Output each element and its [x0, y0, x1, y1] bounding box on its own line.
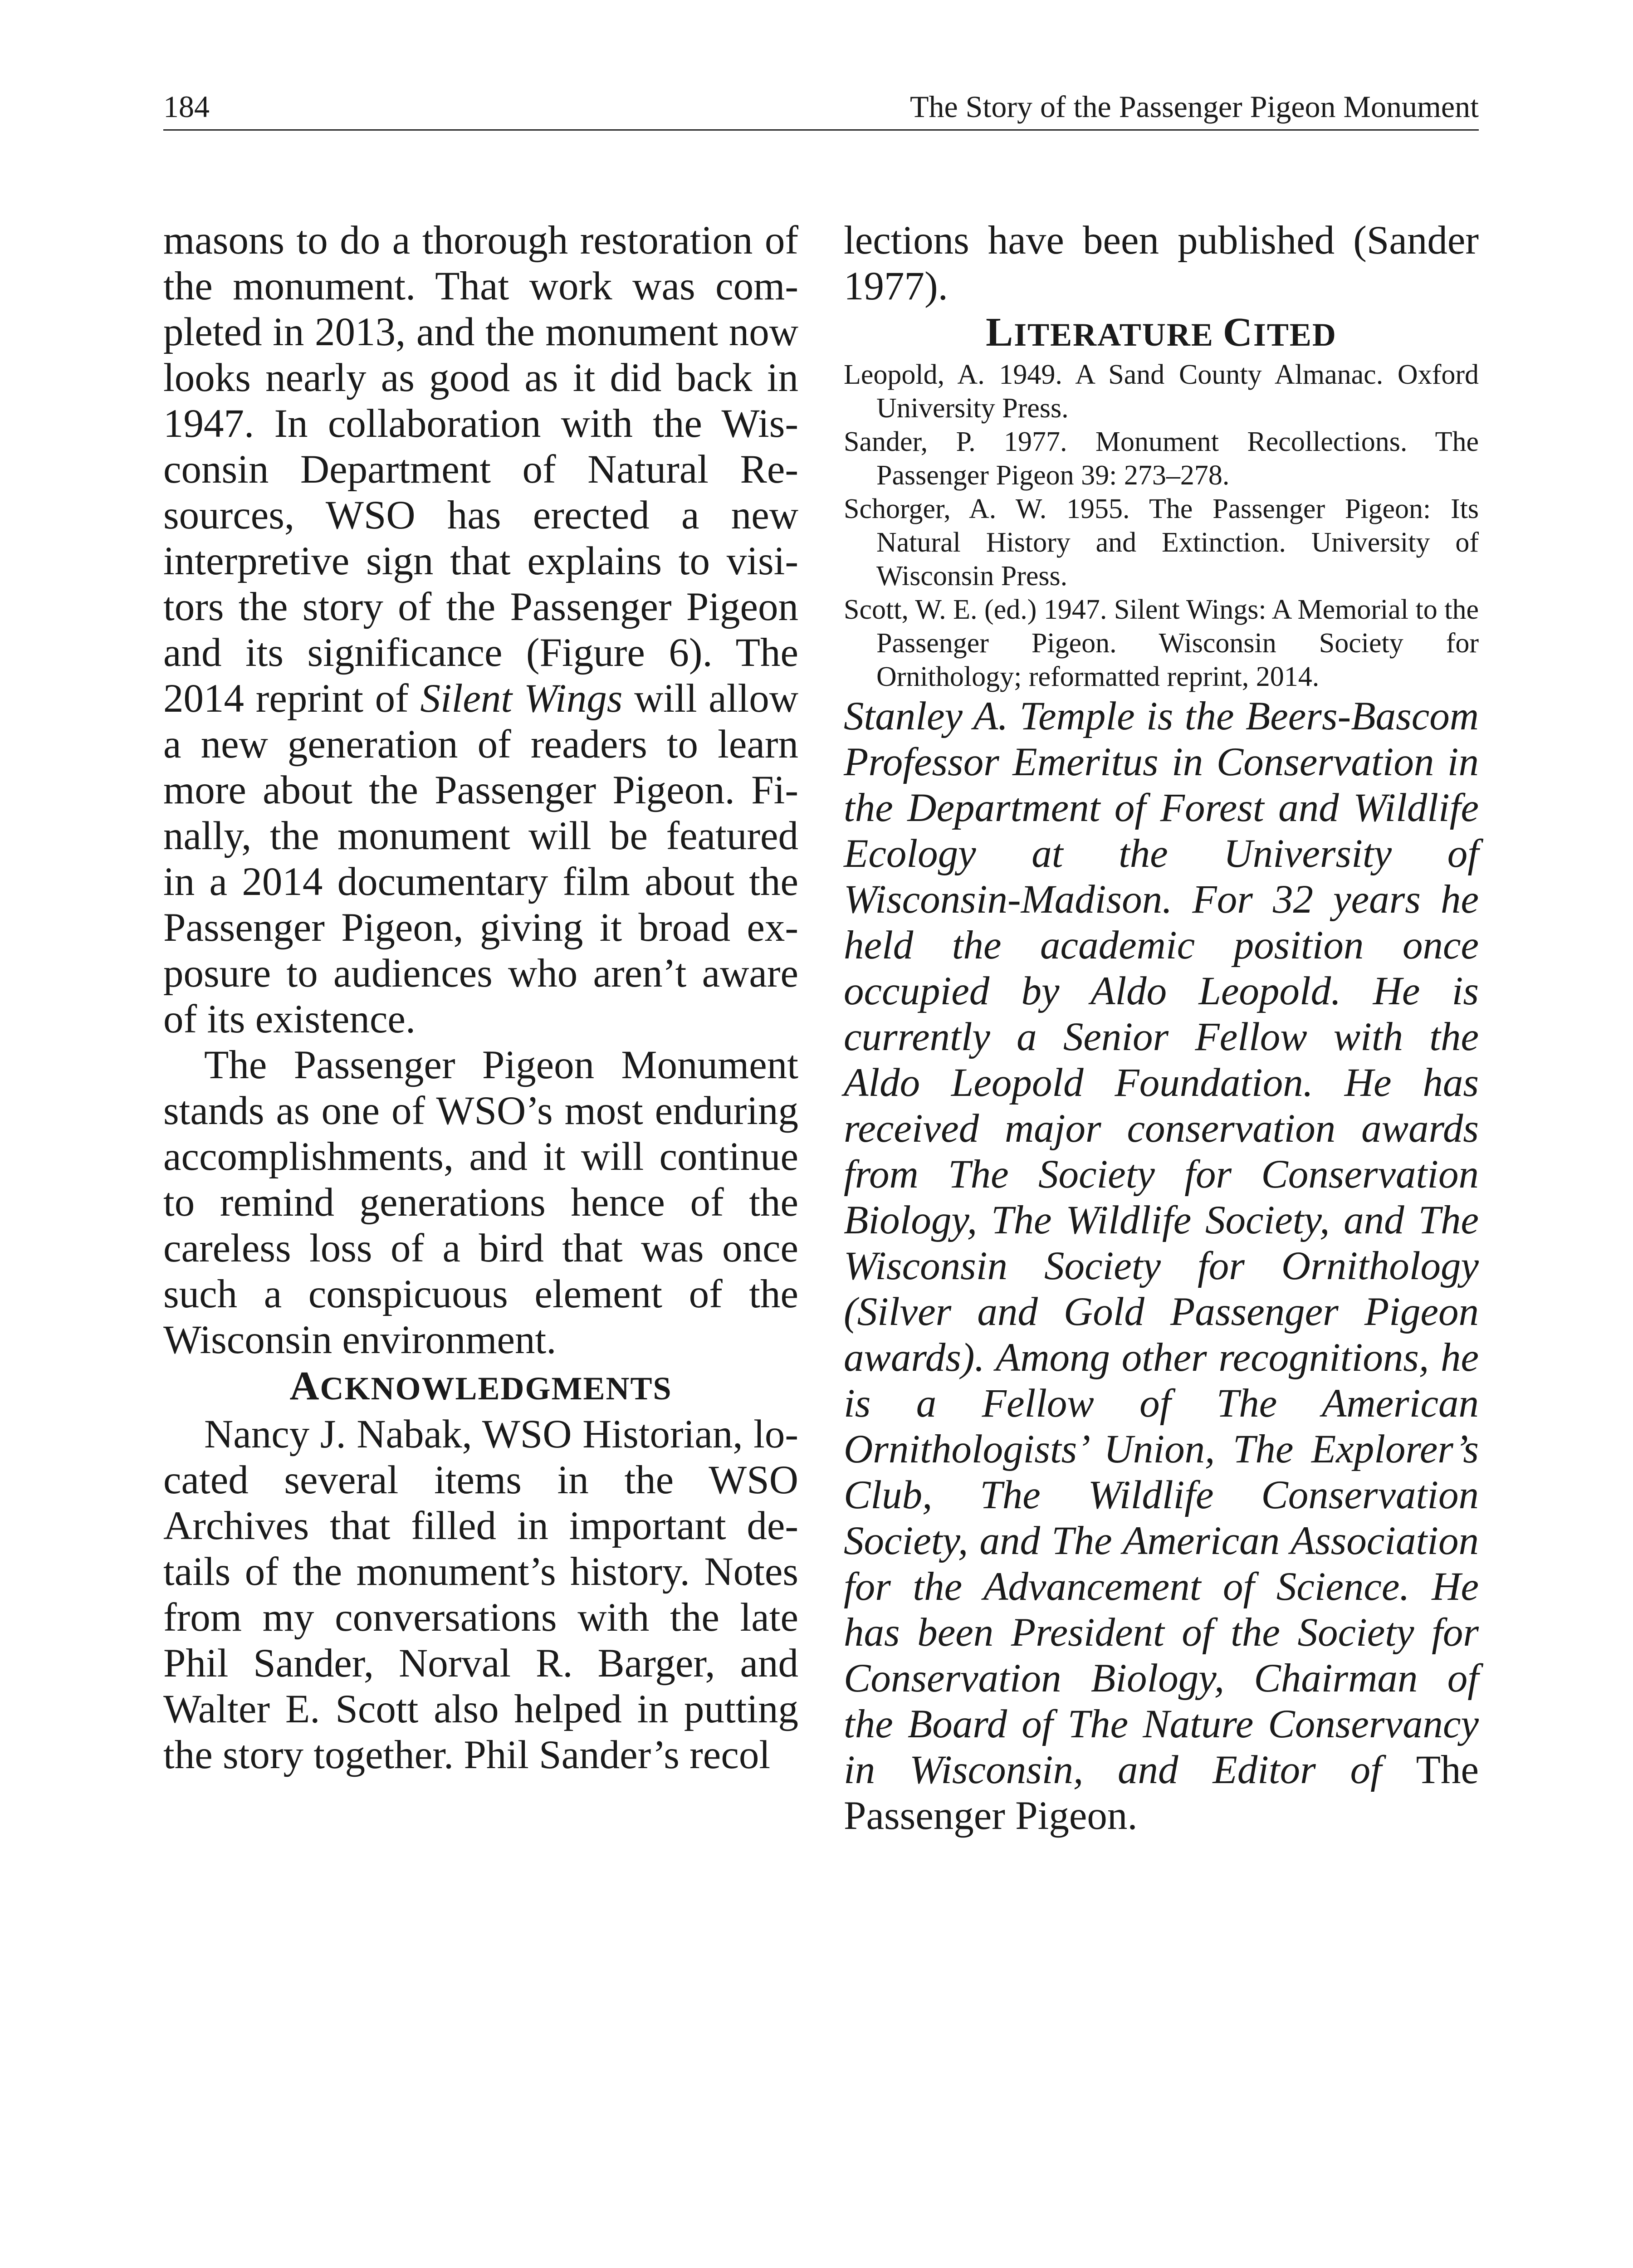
continuation-paragraph: lections have been published (Sander 1977).: [844, 218, 1479, 308]
acknowledgments-paragraph: Nancy J. Nabak, WSO Historian, located several items in the WSO Archives that filled in important details of the monument’s history. Notes from my conversations with the late Phil Sander, Norval R. Barger, and Walter E. Scott also helped in putting the story together. Phil Sander’s recol: [163, 1412, 798, 1777]
acknowledgments-heading: ACKNOWLEDGMENTS: [289, 1364, 672, 1408]
reference-item: Leopold, A. 1949. A Sand County Almanac. Oxford University Press.: [844, 359, 1479, 424]
body-paragraph-2: The Passenger Pigeon Monument stands as one of WSO’s most enduring accomplishments, and it will continue to remind generations hence of the careless loss of a bird that was once such a conspicuous element of the Wisconsin environment.: [163, 1043, 798, 1362]
running-title: The Story of the Passenger Pigeon Monument: [909, 89, 1479, 124]
author-bio: Stanley A. Temple is the Beers-Bascom Professor Emeritus in Conservation in the Department of Forest and Wildlife Ecology at the University of Wisconsin-Madison. For 32 years he held the academic position once occupied by Aldo Leopold. He is currently a Senior Fellow with the Aldo Leopold Foundation. He has received major conservation awards from The Society for Conservation Biology, The Wildlife Society, and The Wisconsin Society for Ornithology (Silver and Gold Passenger Pigeon awards). Among other recognitions, he is a Fellow of The American Ornithologists’ Union, The Explorer’s Club, The Wildlife Conservation Society, and The American Association for the Advancement of Science. He has been President of the Society for Conservation Biology, Chairman of the Board of The Nature Conservancy in Wisconsin, and Editor of The Passenger Pigeon.: [844, 694, 1479, 1838]
literature-cited-heading: LITERATURE CITED: [986, 310, 1337, 355]
reference-item: Sander, P. 1977. Monument Recollections. The Passenger Pigeon 39: 273–278.: [844, 426, 1479, 491]
reference-list: [844, 358, 1479, 694]
left-column: [163, 218, 798, 1778]
running-head: [163, 88, 1479, 131]
body-paragraph-1: masons to do a thorough restoration of the monument. That work was completed in 2013, and the monument now looks nearly as good as it did back in 1947. In collaboration with the Wisconsin Department of Natural Resources, WSO has erected a new interpretive sign that explains to visitors the story of the Passenger Pigeon and its significance (Figure 6). The 2014 reprint of Silent Wings will allow a new generation of readers to learn more about the Passenger Pigeon. Finally, the monument will be featured in a 2014 documentary film about the Passenger Pigeon, giving it broad exposure to audiences who aren’t aware of its existence.: [163, 218, 798, 1041]
journal-title: The Passenger Pigeon.: [844, 1748, 1479, 1838]
reference-item: Schorger, A. W. 1955. The Passenger Pigeon: Its Natural History and Extinction. University of Wisconsin Press.: [844, 494, 1479, 591]
page-number: 184: [163, 89, 210, 124]
reference-item: Scott, W. E. (ed.) 1947. Silent Wings: A Memorial to the Passenger Pigeon. Wisconsin Society for Ornithology; reformatted reprint, 2014.: [844, 594, 1479, 692]
right-column: [844, 218, 1479, 1839]
book-title-italic: Silent Wings: [420, 676, 623, 721]
